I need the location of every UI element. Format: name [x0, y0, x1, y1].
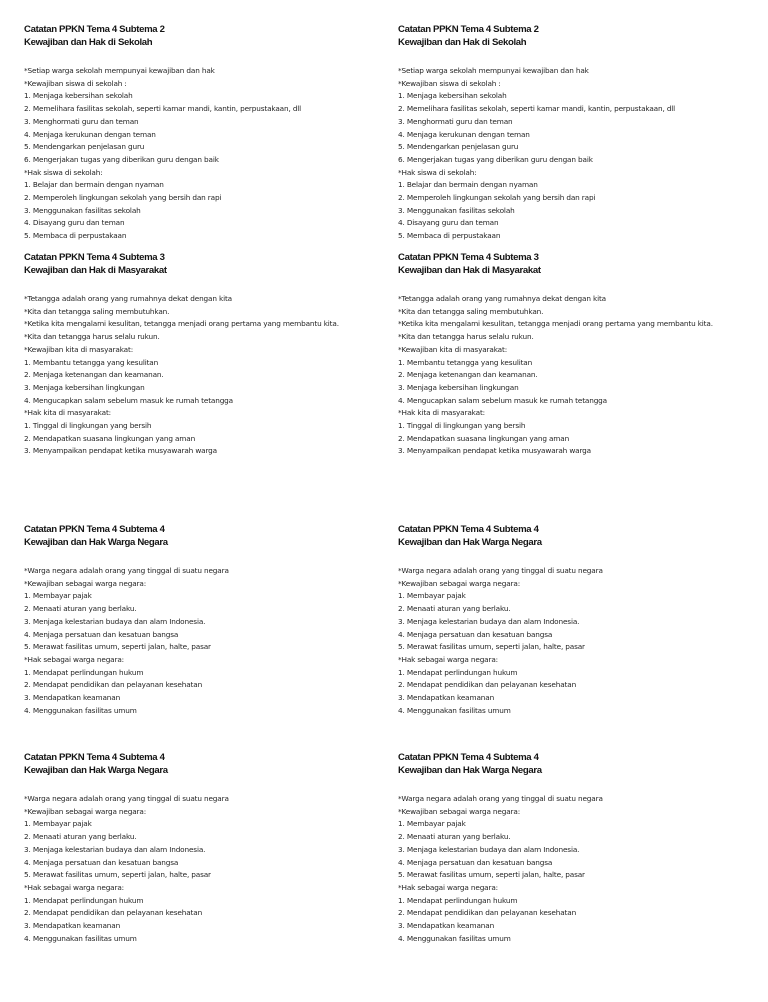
note-line: *Warga negara adalah orang yang tinggal di suatu negara: [398, 794, 603, 803]
note-line: 1. Belajar dan bermain dengan nyaman: [398, 180, 538, 190]
note-line: 3. Menjaga kebersihan lingkungan: [24, 382, 145, 392]
note-line: 5. Merawat fasilitas umum, seperti jalan, halte, pasar: [24, 642, 211, 652]
note-line: 1. Membayar pajak: [398, 591, 466, 601]
note-line: 5. Membaca di perpustakaan: [24, 231, 127, 241]
note-line: *Tetangga adalah orang yang rumahnya dekat dengan kita: [398, 294, 606, 303]
note-line: 1. Belajar dan bermain dengan nyaman: [24, 180, 164, 190]
note-line: 3. Mendapatkan keamanan: [398, 921, 495, 931]
note-title: Catatan PPKN Tema 4 Subtema 3: [398, 252, 539, 263]
note-line: 5. Merawat fasilitas umum, seperti jalan, halte, pasar: [24, 870, 211, 880]
note-line: 3. Menjaga kelestarian budaya dan alam Indonesia.: [24, 844, 206, 854]
note-block-subtema-3-left: [24, 251, 384, 458]
note-line: 1. Membantu tetangga yang kesulitan: [398, 357, 533, 367]
note-line: *Kewajiban siswa di sekolah :: [24, 78, 127, 88]
note-line: 1. Mendapat perlindungan hukum: [24, 667, 144, 677]
note-block-subtema-4b-left: [24, 751, 384, 945]
note-line: 1. Mendapat perlindungan hukum: [398, 667, 518, 677]
note-subtitle: Kewajiban dan Hak di Sekolah: [398, 37, 527, 48]
note-line: 1. Membayar pajak: [24, 819, 92, 829]
note-line: 2. Mendapat pendidikan dan pelayanan kesehatan: [398, 680, 577, 690]
note-line: 2. Memperoleh lingkungan sekolah yang bersih dan rapi: [398, 193, 596, 203]
note-line: 2. Menaati aturan yang berlaku.: [398, 832, 511, 842]
note-body: [398, 293, 758, 458]
note-line: 3. Mendapatkan keamanan: [24, 693, 121, 703]
note-title: Catatan PPKN Tema 4 Subtema 2: [398, 24, 539, 35]
note-line: 4. Menjaga persatuan dan kesatuan bangsa: [398, 857, 553, 867]
note-title: Catatan PPKN Tema 4 Subtema 4: [398, 524, 539, 535]
note-line: *Kita dan tetangga saling membutuhkan.: [24, 306, 170, 316]
note-line: 1. Membantu tetangga yang kesulitan: [24, 357, 159, 367]
note-line: 5. Merawat fasilitas umum, seperti jalan, halte, pasar: [398, 642, 585, 652]
note-line: 3. Menyampaikan pendapat ketika musyawarah warga: [398, 446, 591, 456]
note-subtitle: Kewajiban dan Hak Warga Negara: [398, 765, 542, 776]
note-line: 4. Menjaga persatuan dan kesatuan bangsa: [24, 857, 179, 867]
note-line: 2. Mendapat pendidikan dan pelayanan kesehatan: [24, 908, 203, 918]
note-line: 6. Mengerjakan tugas yang diberikan guru dengan baik: [24, 154, 219, 164]
note-line: 3. Mendapatkan keamanan: [398, 693, 495, 703]
note-subtitle: Kewajiban dan Hak di Sekolah: [24, 37, 153, 48]
note-line: *Hak siswa di sekolah:: [398, 167, 477, 177]
note-line: *Hak sebagai warga negara:: [398, 882, 498, 892]
note-line: *Kewajiban sebagai warga negara:: [24, 578, 147, 588]
note-line: 4. Menggunakan fasilitas umum: [398, 705, 511, 715]
note-body: [24, 565, 384, 717]
note-subtitle: Kewajiban dan Hak Warga Negara: [24, 537, 168, 548]
note-line: 3. Menghormati guru dan teman: [24, 116, 139, 126]
note-line: *Warga negara adalah orang yang tinggal di suatu negara: [24, 566, 229, 575]
note-title: Catatan PPKN Tema 4 Subtema 2: [24, 24, 165, 35]
note-line: *Setiap warga sekolah mempunyai kewajiban dan hak: [24, 66, 215, 75]
note-line: 1. Mendapat perlindungan hukum: [398, 895, 518, 905]
note-block-subtema-2-left: [24, 23, 384, 243]
note-line: 1. Mendapat perlindungan hukum: [24, 895, 144, 905]
note-block-subtema-4-left: [24, 523, 384, 717]
note-line: 1. Tinggal di lingkungan yang bersih: [398, 421, 526, 431]
note-block-subtema-4-right: [398, 523, 758, 717]
note-line: *Hak kita di masyarakat:: [398, 408, 485, 418]
note-line: 2. Menaati aturan yang berlaku.: [24, 832, 137, 842]
note-line: 4. Disayang guru dan teman: [24, 218, 125, 228]
note-line: 3. Menggunakan fasilitas sekolah: [24, 205, 141, 215]
note-line: *Kita dan tetangga saling membutuhkan.: [398, 306, 544, 316]
note-line: 5. Mendengarkan penjelasan guru: [24, 142, 145, 152]
note-line: *Hak sebagai warga negara:: [24, 882, 124, 892]
note-line: *Kita dan tetangga harus selalu rukun.: [398, 332, 534, 342]
note-block-subtema-3-right: [398, 251, 758, 458]
note-line: 2. Mendapat pendidikan dan pelayanan kesehatan: [398, 908, 577, 918]
note-line: *Hak sebagai warga negara:: [398, 654, 498, 664]
note-line: 1. Membayar pajak: [398, 819, 466, 829]
note-title: Catatan PPKN Tema 4 Subtema 3: [24, 252, 165, 263]
note-line: 4. Mengucapkan salam sebelum masuk ke rumah tetangga: [398, 395, 607, 405]
note-line: 2. Memelihara fasilitas sekolah, seperti kamar mandi, kantin, perpustakaan, dll: [24, 104, 302, 114]
note-line: *Hak siswa di sekolah:: [24, 167, 103, 177]
note-line: *Ketika kita mengalami kesulitan, tetangga menjadi orang pertama yang membantu kita.: [398, 319, 713, 329]
note-line: *Kewajiban sebagai warga negara:: [24, 806, 147, 816]
note-line: 5. Merawat fasilitas umum, seperti jalan, halte, pasar: [398, 870, 585, 880]
note-line: 2. Mendapat pendidikan dan pelayanan kesehatan: [24, 680, 203, 690]
note-line: *Kewajiban siswa di sekolah :: [398, 78, 501, 88]
note-line: *Hak sebagai warga negara:: [24, 654, 124, 664]
note-line: 6. Mengerjakan tugas yang diberikan guru dengan baik: [398, 154, 593, 164]
note-title: Catatan PPKN Tema 4 Subtema 4: [398, 752, 539, 763]
note-subtitle: Kewajiban dan Hak di Masyarakat: [24, 265, 167, 276]
note-line: 3. Mendapatkan keamanan: [24, 921, 121, 931]
note-line: 1. Menjaga kebersihan sekolah: [24, 91, 133, 101]
note-line: 3. Menyampaikan pendapat ketika musyawarah warga: [24, 446, 217, 456]
note-line: *Kewajiban sebagai warga negara:: [398, 578, 521, 588]
note-line: *Setiap warga sekolah mempunyai kewajiban dan hak: [398, 66, 589, 75]
note-line: *Warga negara adalah orang yang tinggal di suatu negara: [24, 794, 229, 803]
note-line: 1. Tinggal di lingkungan yang bersih: [24, 421, 152, 431]
note-line: 3. Menjaga kebersihan lingkungan: [398, 382, 519, 392]
note-body: [398, 565, 758, 717]
note-line: 4. Menjaga persatuan dan kesatuan bangsa: [24, 629, 179, 639]
note-title: Catatan PPKN Tema 4 Subtema 4: [24, 752, 165, 763]
note-line: 4. Menjaga kerukunan dengan teman: [24, 129, 156, 139]
note-line: 4. Menggunakan fasilitas umum: [24, 705, 137, 715]
note-line: 4. Menjaga kerukunan dengan teman: [398, 129, 530, 139]
note-line: 1. Menjaga kebersihan sekolah: [398, 91, 507, 101]
note-line: 1. Membayar pajak: [24, 591, 92, 601]
note-line: *Kewajiban kita di masyarakat:: [24, 344, 134, 354]
note-line: 2. Menjaga ketenangan dan keamanan.: [398, 370, 538, 380]
note-line: *Tetangga adalah orang yang rumahnya dekat dengan kita: [24, 294, 232, 303]
note-line: *Ketika kita mengalami kesulitan, tetangga menjadi orang pertama yang membantu kita.: [24, 319, 339, 329]
note-body: [24, 293, 384, 458]
note-line: 3. Menjaga kelestarian budaya dan alam Indonesia.: [398, 844, 580, 854]
note-line: *Kewajiban sebagai warga negara:: [398, 806, 521, 816]
note-line: 5. Mendengarkan penjelasan guru: [398, 142, 519, 152]
note-body: [398, 793, 758, 945]
note-subtitle: Kewajiban dan Hak Warga Negara: [24, 765, 168, 776]
note-body: [24, 65, 384, 243]
note-title: Catatan PPKN Tema 4 Subtema 4: [24, 524, 165, 535]
note-line: *Kewajiban kita di masyarakat:: [398, 344, 508, 354]
note-line: 4. Disayang guru dan teman: [398, 218, 499, 228]
note-line: 3. Menjaga kelestarian budaya dan alam Indonesia.: [24, 616, 206, 626]
note-line: *Hak kita di masyarakat:: [24, 408, 111, 418]
note-line: 4. Menjaga persatuan dan kesatuan bangsa: [398, 629, 553, 639]
note-line: 2. Memperoleh lingkungan sekolah yang bersih dan rapi: [24, 193, 222, 203]
note-subtitle: Kewajiban dan Hak Warga Negara: [398, 537, 542, 548]
note-line: 2. Menjaga ketenangan dan keamanan.: [24, 370, 164, 380]
note-line: 4. Mengucapkan salam sebelum masuk ke rumah tetangga: [24, 395, 233, 405]
note-line: 5. Membaca di perpustakaan: [398, 231, 501, 241]
note-line: 2. Menaati aturan yang berlaku.: [398, 604, 511, 614]
note-line: 4. Menggunakan fasilitas umum: [398, 933, 511, 943]
note-line: 3. Menjaga kelestarian budaya dan alam Indonesia.: [398, 616, 580, 626]
note-line: 2. Memelihara fasilitas sekolah, seperti kamar mandi, kantin, perpustakaan, dll: [398, 104, 676, 114]
note-line: *Warga negara adalah orang yang tinggal di suatu negara: [398, 566, 603, 575]
note-body: [24, 793, 384, 945]
note-subtitle: Kewajiban dan Hak di Masyarakat: [398, 265, 541, 276]
note-line: 3. Menggunakan fasilitas sekolah: [398, 205, 515, 215]
note-line: 2. Mendapatkan suasana lingkungan yang aman: [398, 433, 570, 443]
note-line: *Kita dan tetangga harus selalu rukun.: [24, 332, 160, 342]
note-body: [398, 65, 758, 243]
note-line: 2. Menaati aturan yang berlaku.: [24, 604, 137, 614]
note-line: 2. Mendapatkan suasana lingkungan yang aman: [24, 433, 196, 443]
note-block-subtema-4b-right: [398, 751, 758, 945]
note-line: 4. Menggunakan fasilitas umum: [24, 933, 137, 943]
note-block-subtema-2-right: [398, 23, 758, 243]
note-line: 3. Menghormati guru dan teman: [398, 116, 513, 126]
